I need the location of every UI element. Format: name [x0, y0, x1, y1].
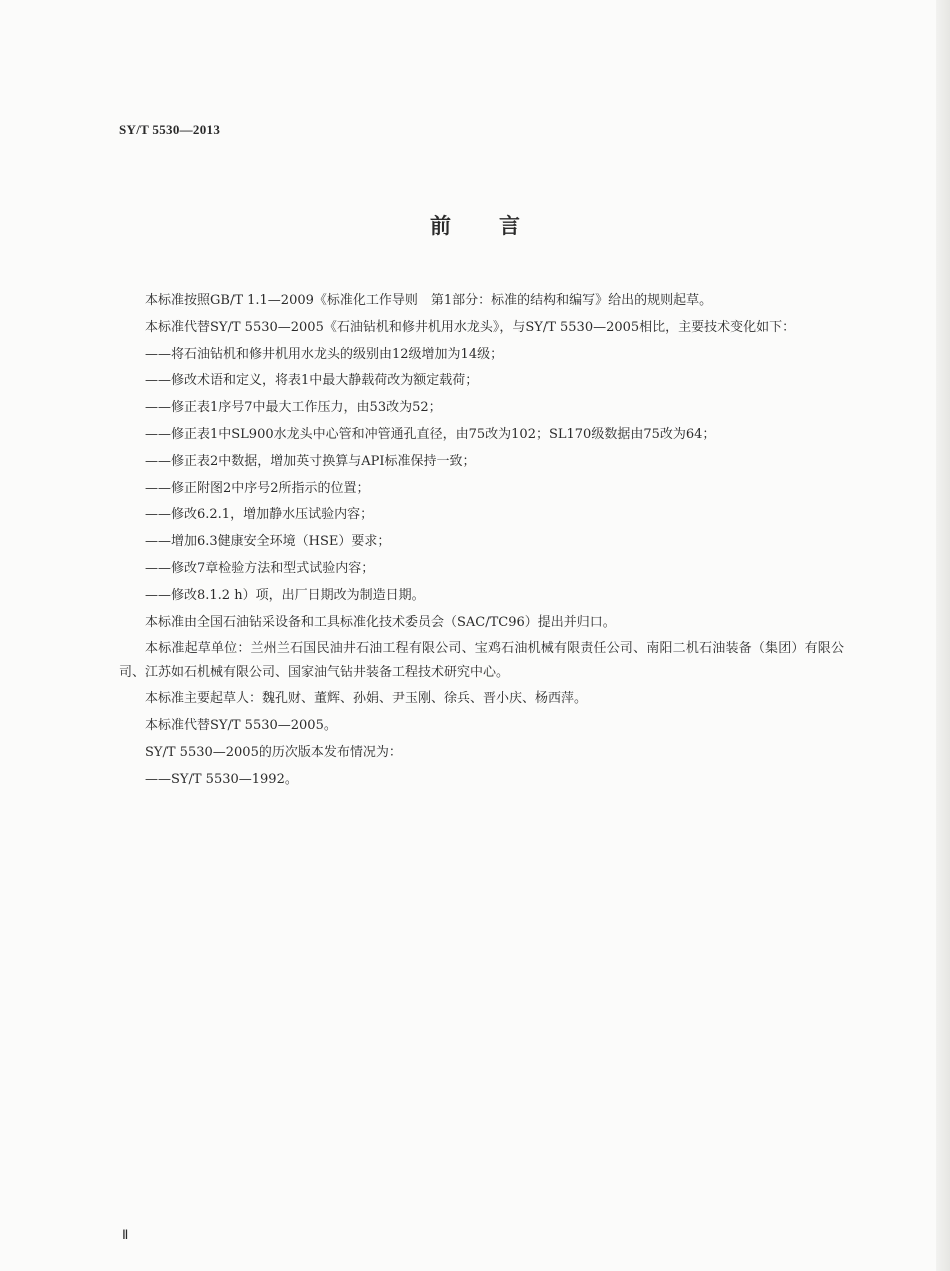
changes-list	[119, 343, 844, 607]
paragraph-proposer: 本标准由全国石油钻采设备和工具标准化技术委员会（SAC/TC96）提出并归口。	[145, 614, 616, 630]
paragraph-drafting-rules: 本标准按照GB/T 1.1—2009《标准化工作导则 第1部分：标准的结构和编写》给出的规则起草。	[145, 293, 713, 308]
paragraph-replaces: 本标准代替SY/T 5530—2005《石油钻机和修井机用水龙头》，与SY/T 5530—2005相比，主要技术变化如下：	[145, 319, 796, 335]
page-number: Ⅱ	[122, 1227, 129, 1242]
list-item: ——将石油钻机和修井机用水龙头的级别由12级增加为14级；	[145, 346, 504, 362]
list-item: ——修改6.2.1，增加静水压试验内容；	[145, 507, 374, 523]
history-item: ——SY/T 5530—1992。	[145, 771, 298, 787]
list-item: ——修正附图2中序号2所指示的位置；	[145, 480, 370, 496]
list-item: ——增加6.3健康安全环境（HSE）要求；	[145, 534, 391, 550]
standard-code: SY/T 5530—2013	[119, 122, 221, 137]
list-item: ——修正表1中SL900水龙头中心管和冲管通孔直径，由75改为102；SL170级数据由75改为64；	[145, 426, 716, 442]
paragraph-drafters: 本标准主要起草人：魏孔财、董辉、孙娟、尹玉刚、徐兵、晋小庆、杨西萍。	[145, 691, 588, 707]
page-title: 前言	[430, 214, 568, 238]
paragraph-replaces-short: 本标准代替SY/T 5530—2005。	[145, 718, 337, 734]
page-edge	[936, 0, 950, 1271]
paragraph-history-intro: SY/T 5530—2005的历次版本发布情况为：	[145, 745, 402, 761]
document-body	[119, 289, 844, 795]
list-item: ——修改术语和定义，将表1中最大静载荷改为额定载荷；	[145, 373, 479, 389]
list-item: ——修改8.1.2 h）项，出厂日期改为制造日期。	[145, 587, 425, 603]
list-item: ——修改7章检验方法和型式试验内容；	[145, 560, 375, 576]
list-item: ——修正表2中数据，增加英寸换算与API标准保持一致；	[145, 453, 476, 469]
list-item: ——修正表1序号7中最大工作压力，由53改为52；	[145, 400, 442, 416]
paragraph-drafting-units: 本标准起草单位：兰州兰石国民油井石油工程有限公司、宝鸡石油机械有限责任公司、南阳二机石油装备（集团）有限公司、江苏如石机械有限公司、国家油气钻井装备工程技术研究中心。	[119, 641, 844, 680]
